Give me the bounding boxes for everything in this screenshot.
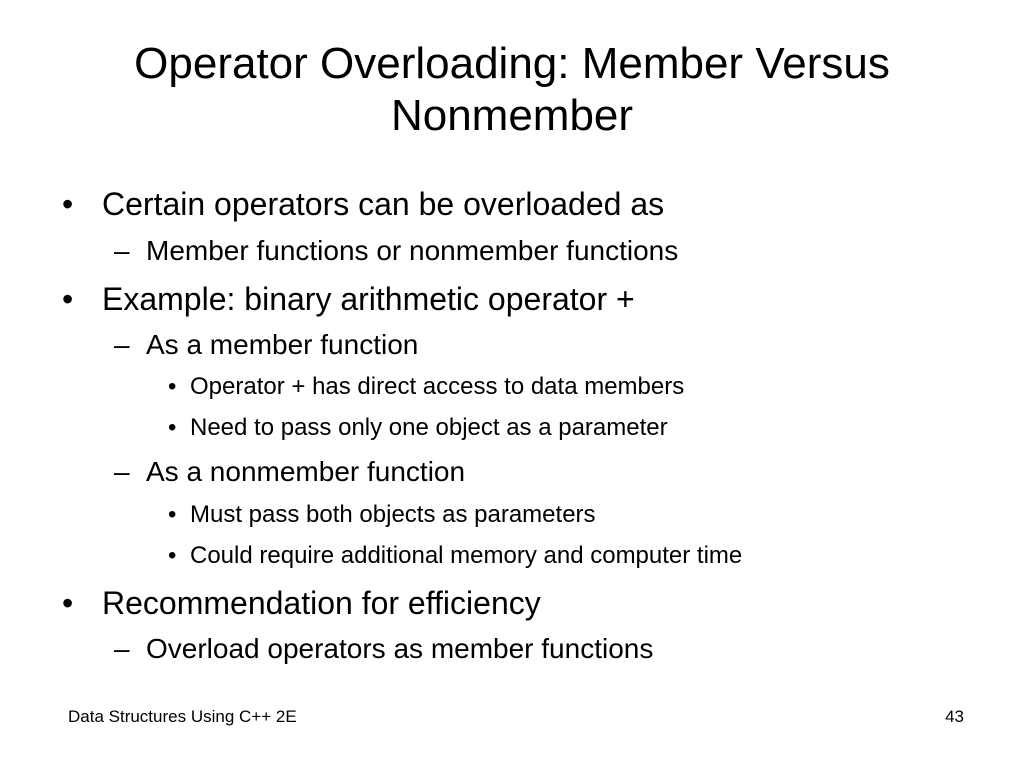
slide-title xyxy=(40,38,984,142)
bullet-text: Operator + has direct access to data members xyxy=(190,373,685,400)
bullet-marker: • xyxy=(62,585,74,621)
bullet-item-level3 xyxy=(168,414,668,442)
bullet-text: Could require additional memory and computer time xyxy=(190,542,743,569)
bullet-item-level1 xyxy=(62,281,635,317)
bullet-marker: • xyxy=(168,373,177,400)
bullet-marker: • xyxy=(168,501,177,528)
bullet-item-level3 xyxy=(168,501,596,529)
bullet-item-level1 xyxy=(62,186,665,222)
bullet-text: As a nonmember function xyxy=(146,456,466,487)
bullet-text: Certain operators can be overloaded as xyxy=(102,186,665,222)
dash-marker: – xyxy=(114,456,130,487)
slide-title-line-1: Operator Overloading: Member Versus xyxy=(134,39,890,88)
bullet-item-level2 xyxy=(114,235,679,267)
bullet-marker: • xyxy=(168,414,177,441)
page-number: 43 xyxy=(945,707,964,726)
bullet-text: Need to pass only one object as a parameter xyxy=(190,414,668,441)
bullet-text: Example: binary arithmetic operator + xyxy=(102,281,635,317)
bullet-text: As a member function xyxy=(146,329,419,360)
bullet-item-level2 xyxy=(114,329,419,361)
bullet-text: Must pass both objects as parameters xyxy=(190,501,596,528)
bullet-text: Member functions or nonmember functions xyxy=(146,235,679,266)
dash-marker: – xyxy=(114,235,130,266)
slide-title-line-2: Nonmember xyxy=(390,91,634,140)
footer-source: Data Structures Using C++ 2E xyxy=(68,707,297,726)
dash-marker: – xyxy=(114,329,130,360)
bullet-item-level2 xyxy=(114,456,466,488)
bullet-item-level3 xyxy=(168,373,685,401)
bullet-item-level1 xyxy=(62,585,541,621)
bullet-marker: • xyxy=(62,186,74,222)
bullet-marker: • xyxy=(168,542,177,569)
bullet-marker: • xyxy=(62,281,74,317)
bullet-item-level2 xyxy=(114,633,654,665)
bullet-text: Recommendation for efficiency xyxy=(102,585,541,621)
dash-marker: – xyxy=(114,633,130,664)
bullet-text: Overload operators as member functions xyxy=(146,633,654,664)
bullet-item-level3 xyxy=(168,542,743,570)
